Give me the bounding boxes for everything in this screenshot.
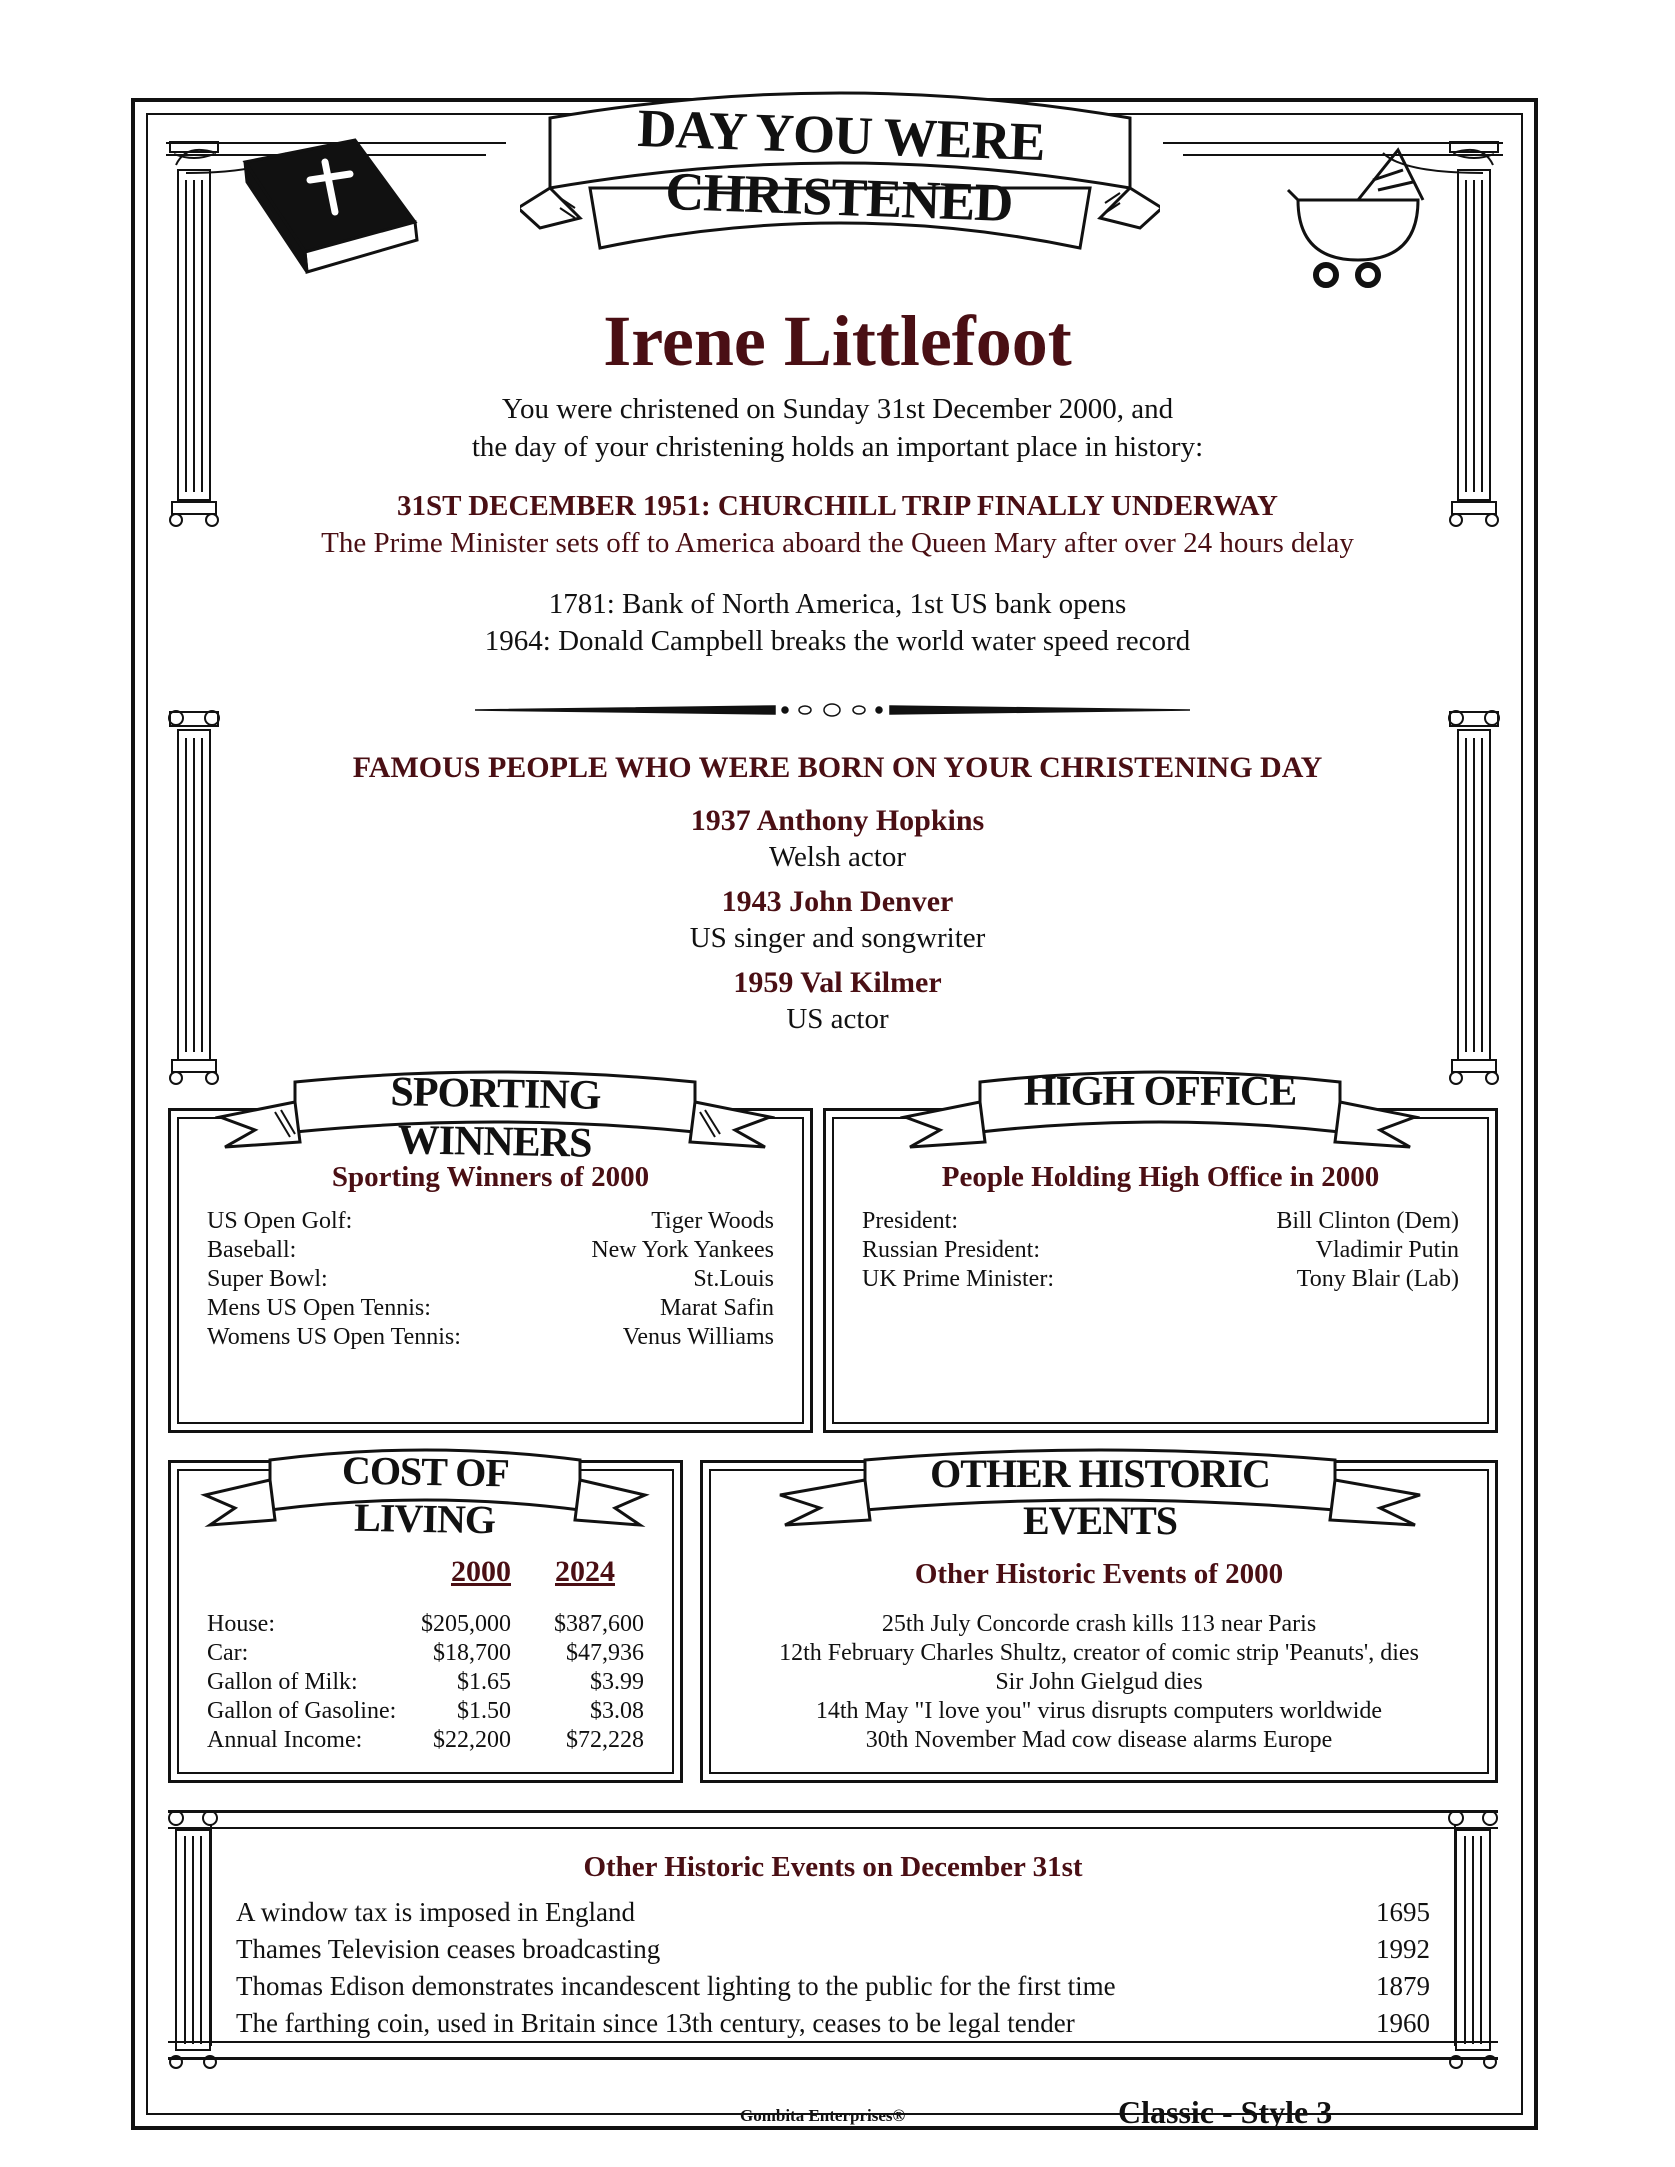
list-item: Sir John Gielgud dies — [995, 1669, 1203, 1695]
other-events-title: Other Historic Events of 2000 — [914, 1558, 1284, 1590]
cost-column-header: 2000 — [451, 1555, 511, 1588]
column-icon — [1448, 1800, 1498, 2090]
page-banner-title: DAY YOU WERE CHRISTENED — [636, 97, 1046, 234]
high-office-title: People Holding High Office in 2000 — [941, 1161, 1380, 1193]
list-item: 12th February Charles Shultz, creator of comic strip 'Peanuts', dies — [779, 1640, 1419, 1666]
december-events-table: A window tax is imposed in England 1695 Thames Television ceases broadcasting 1992 Thomas Edison demonstrates incandescent lighting to the public for the first time 1879 The farthing coin, used in Britain since 13th century, ceases to be legal tender 1960 — [236, 1897, 1430, 2038]
famous-person-name: 1959 Val Kilmer — [733, 966, 942, 999]
other-events-list — [723, 1610, 1475, 1755]
divider-ornament-icon — [475, 700, 1190, 720]
cost-column-header: 2024 — [555, 1555, 615, 1588]
child-name: Irene Littlefoot — [603, 301, 1072, 381]
footer-style-label: Classic - Style 3 — [1118, 2094, 1333, 2130]
pram-icon — [1278, 140, 1438, 290]
list-item: 14th May "I love you" virus disrupts computers worldwide — [815, 1698, 1383, 1724]
column-icon — [168, 1800, 218, 2090]
sporting-winners-banner: SPORTING WINNERS — [390, 1069, 601, 1167]
december-events-title: Other Historic Events on December 31st — [583, 1851, 1083, 1883]
high-office-banner: HIGH OFFICE — [1023, 1069, 1297, 1115]
famous-people-title: FAMOUS PEOPLE WHO WERE BORN ON YOUR CHRISTENING DAY — [352, 751, 1323, 784]
intro-line-2: the day of your christening holds an important place in history: — [471, 431, 1204, 463]
bible-icon — [235, 132, 425, 292]
footer-company: Gombita Enterprises® — [740, 2106, 906, 2125]
intro-line-1: You were christened on Sunday 31st December 2000, and — [501, 393, 1174, 425]
famous-person-desc: US actor — [786, 1003, 889, 1035]
cost-of-living-table: House: $205,000 $387,600 Car: $18,700 $47,936 Gallon of Milk: $1.65 $3.99 Gallon of Gasoline: $1.50 $3.08 Annual Income: $22,200 $72,228 — [207, 1611, 644, 1753]
famous-person-name: 1937 Anthony Hopkins — [690, 804, 985, 837]
sporting-winners-list: US Open Golf: Tiger Woods Baseball: New York Yankees Super Bowl: St.Louis Mens US Open Tennis: Marat Safin Womens US Open Tennis: Venus Williams — [207, 1208, 774, 1350]
sporting-winners-title: Sporting Winners of 2000 — [331, 1161, 650, 1193]
high-office-list: President: Bill Clinton (Dem) Russian President: Vladimir Putin UK Prime Minister: Tony Blair (Lab) — [862, 1208, 1459, 1292]
headline-title: 31ST DECEMBER 1951: CHURCHILL TRIP FINALLY UNDERWAY — [397, 490, 1278, 522]
history-event-2: 1964: Donald Campbell breaks the world water speed record — [484, 625, 1191, 657]
famous-person-desc: Welsh actor — [769, 841, 906, 873]
list-item: 25th July Concorde crash kills 113 near Paris — [881, 1611, 1317, 1637]
other-events-banner: OTHER HISTORIC EVENTS — [930, 1451, 1270, 1543]
famous-person-name: 1943 John Denver — [721, 885, 954, 918]
history-event-1: 1781: Bank of North America, 1st US bank opens — [548, 588, 1127, 620]
list-item: 30th November Mad cow disease alarms Europe — [865, 1727, 1333, 1753]
famous-person-desc: US singer and songwriter — [689, 922, 986, 954]
cost-of-living-banner: COST OF LIVING — [341, 1447, 510, 1543]
headline-description: The Prime Minister sets off to America aboard the Queen Mary after over 24 hours delay — [321, 527, 1354, 559]
december-events-box — [168, 1800, 1498, 2090]
